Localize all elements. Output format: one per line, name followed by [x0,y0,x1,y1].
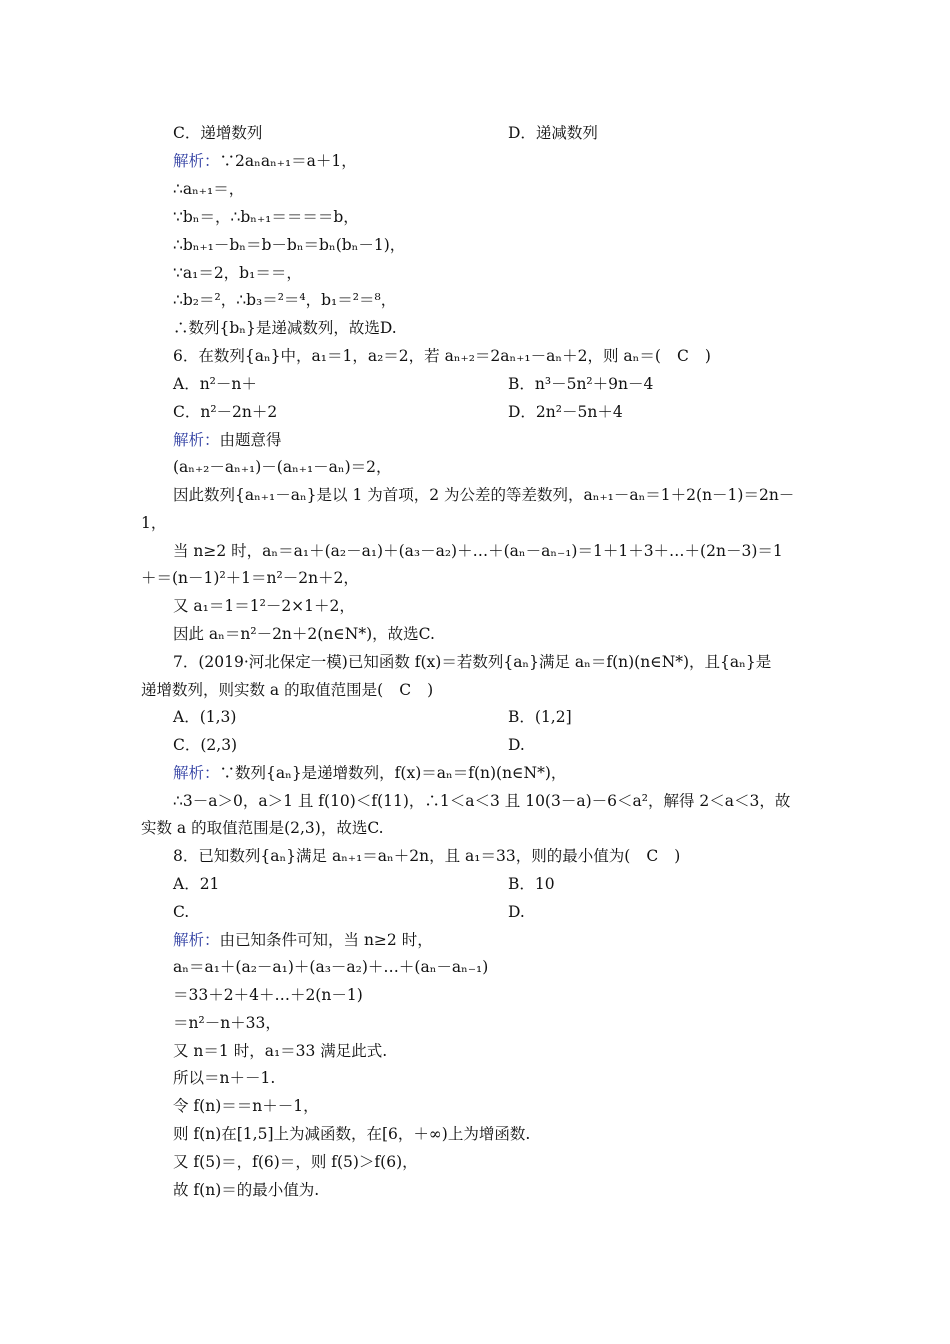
option-a: A．(1,3) [173,708,237,726]
option-c: C．递增数列 [173,124,263,142]
solution-label: 解析： [173,764,220,782]
question-7-stem: 递增数列，则实数 a 的取值范围是( C ) [141,681,434,699]
solution-line: (aₙ₊₂－aₙ₊₁)－(aₙ₊₁－aₙ)＝2， [173,458,392,476]
solution-line: 解析：∵数列{aₙ}是递增数列，f(x)＝aₙ＝f(n)(n∈N*)， [173,764,567,782]
solution-line: 解析：∵2aₙaₙ₊₁＝a＋1， [173,152,357,170]
option-b: B．10 [508,875,555,893]
solution-line: ＝33＋2＋4＋…＋2(n－1) [173,986,363,1004]
solution-line: 解析：由题意得 [173,431,282,449]
option-a: A．21 [173,875,220,893]
solution-line: 因此 aₙ＝n²－2n＋2(n∈N*)，故选C. [173,625,435,643]
option-d: D．递减数列 [508,124,598,142]
option-d: D．2n²－5n＋4 [508,403,623,421]
solution-line: 又 f(5)＝，f(6)＝，则 f(5)＞f(6)， [173,1153,418,1171]
solution-line: ∵bₙ＝，∴bₙ₊₁＝＝＝＝b， [173,208,359,226]
solution-line: 1， [141,514,167,532]
option-d: D. [508,736,525,754]
solution-line: 又 a₁＝1＝1²－2×1＋2， [173,597,355,615]
solution-line: 所以＝n＋－1. [173,1069,276,1087]
solution-line: ＋＝(n－1)²＋1＝n²－2n＋2， [141,569,359,587]
solution-line: 解析：由已知条件可知，当 n≥2 时， [173,931,433,949]
solution-line: ∵a₁＝2，b₁＝＝， [173,264,302,282]
option-a: A．n²－n＋ [173,375,257,393]
question-8-stem: 8．已知数列{aₙ}满足 aₙ₊₁＝aₙ＋2n，且 a₁＝33，则的最小值为( C ) [173,847,681,865]
question-7-stem: 7．(2019·河北保定一模)已知函数 f(x)＝若数列{aₙ}满足 aₙ＝f(n)(n∈N*)，且{aₙ}是 [173,653,772,671]
solution-line: ＝n²－n＋33， [173,1014,281,1032]
solution-line: aₙ＝a₁＋(a₂－a₁)＋(a₃－a₂)＋…＋(aₙ－aₙ₋₁) [173,958,489,976]
option-b: B．(1,2] [508,708,572,726]
solution-label: 解析： [173,431,220,449]
option-c: C．(2,3) [173,736,238,754]
solution-line: 故 f(n)＝的最小值为. [173,1181,320,1199]
solution-line: ∴数列{bₙ}是递减数列，故选D. [173,319,397,337]
answer-choice: C [676,347,689,365]
question-6-stem: 6．在数列{aₙ}中，a₁＝1，a₂＝2，若 aₙ₊₂＝2aₙ₊₁－aₙ＋2，则 aₙ＝( C ) [173,347,711,365]
solution-line: ∴3－a＞0，a＞1 且 f(10)＜f(11)，∴1＜a＜3 且 10(3－a)－6＜a²，解得 2＜a＜3，故 [173,792,791,810]
option-d: D. [508,903,525,921]
solution-line: ∴aₙ₊₁＝， [173,180,245,198]
solution-line: 当 n≥2 时，aₙ＝a₁＋(a₂－a₁)＋(a₃－a₂)＋…＋(aₙ－aₙ₋₁)＝1＋1＋3＋…＋(2n－3)＝1 [173,542,783,560]
solution-line: 实数 a 的取值范围是(2,3)，故选C. [141,819,384,837]
solution-line: ∴bₙ₊₁－bₙ＝b－bₙ＝bₙ(bₙ－1)， [173,236,406,254]
option-c: C．n²－2n＋2 [173,403,278,421]
solution-label: 解析： [173,152,220,170]
solution-line: 令 f(n)＝＝n＋－1， [173,1097,319,1115]
solution-line: ∴b₂＝²，∴b₃＝²＝⁴，b₁＝²＝⁸， [173,291,397,309]
solution-line: 则 f(n)在[1,5]上为减函数，在[6，＋∞)上为增函数. [173,1125,531,1143]
solution-label: 解析： [173,931,220,949]
option-c: C. [173,903,190,921]
answer-choice: C [399,681,412,699]
solution-line: 因此数列{aₙ₊₁－aₙ}是以 1 为首项，2 为公差的等差数列，aₙ₊₁－aₙ＝1＋2(n－1)＝2n－ [173,486,795,504]
option-b: B．n³－5n²＋9n－4 [508,375,654,393]
solution-line: 又 n＝1 时，a₁＝33 满足此式. [173,1042,388,1060]
answer-choice: C [646,847,659,865]
